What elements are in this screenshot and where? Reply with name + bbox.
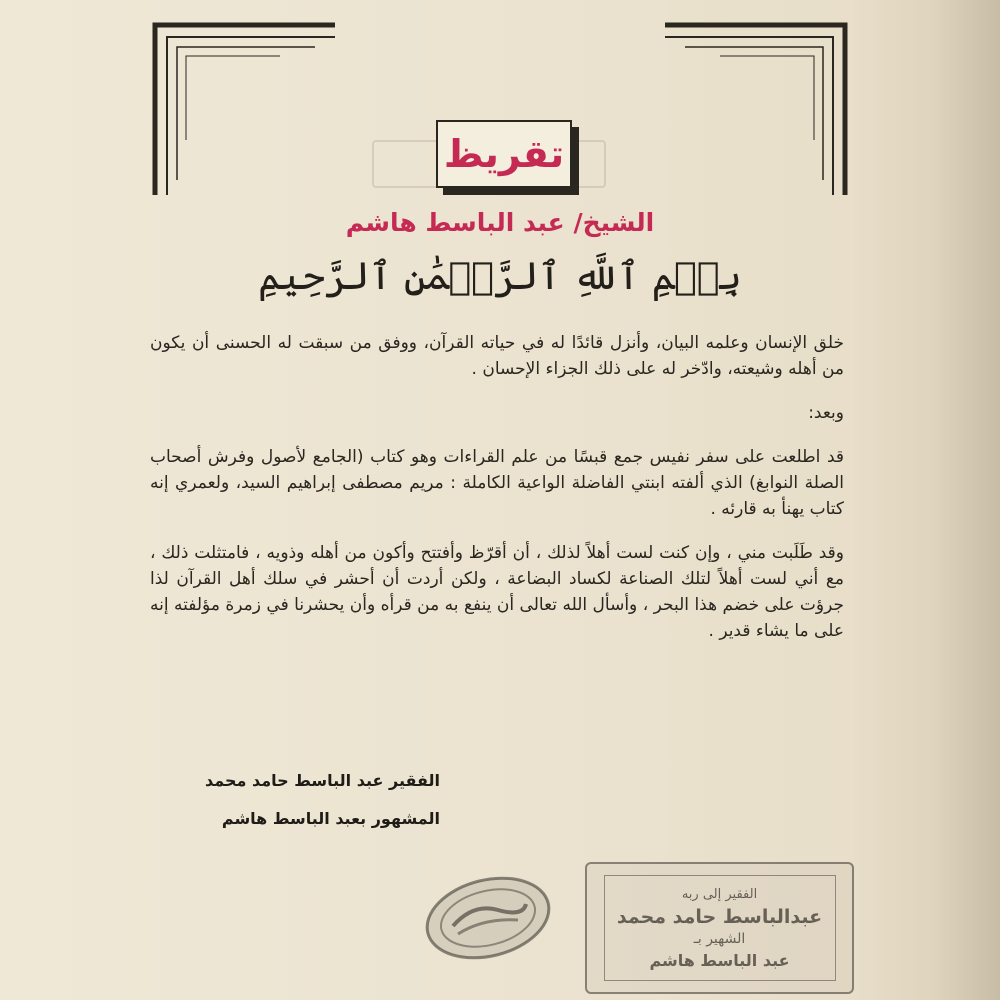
top-right-corner-ornament [660,0,860,200]
stamp-line-3: الشهير بـ [693,931,746,947]
signature-line-2: المشهور بعبد الباسط هاشم [221,809,440,828]
page-title: تقريظ [443,132,565,176]
author-heading: الشيخ/ عبد الباسط هاشم [345,208,655,237]
body-text [150,330,844,644]
basmala: بِسۡمِ ٱللَّهِ ٱلرَّحۡمَٰنِ ٱلرَّحِيمِ [258,254,742,298]
round-seal-stamp [418,868,558,968]
signature-block [200,762,440,838]
stamp-line-1: الفقير إلى ربه [681,887,758,902]
top-left-corner-ornament [140,0,340,200]
rectangular-stamp [585,862,854,994]
paragraph-1: خلق الإنسان وعلمه البيان، وأنزل قائدًا له في حياته القرآن، ووفق من سبقت له الحسنى أن يكون من أهله وشيعته، وادّخر له على ذلك الجزاء الإحسان . [150,333,844,379]
page-spine-shadow [850,0,1000,1000]
paragraph-4: وقد طَلَبت مني ، وإن كنت لست أهلاً لذلك ، أن أقرّظ وأفتتح وأكون من أهله وذويه ، فامتثلت ذلك ، مع أني لست أهلاً لتلك الصناعة لكساد البضاعة ، ولكن أردت أن أحشر في سلك أهل القرآن لذا جرؤت على خضم هذا البحر ، وأسأل الله تعالى أن ينفع به من قرأه وأن يحشرنا في زمرة مؤلفته إنه على ما يشاء قدير . [150,543,844,641]
stamp-line-4: عبد الباسط هاشم [649,951,790,970]
title-box [436,120,572,188]
signature-line-1: الفقير عبد الباسط حامد محمد [205,771,440,790]
paragraph-3: قد اطلعت على سفر نفيس جمع قبسًا من علم القراءات وهو كتاب (الجامع لأصول وفرش أصحاب الصلة النوابغ) الذي ألفته ابنتي الفاضلة الواعية الكاملة : مريم مصطفى إبراهيم السيد، ولعمري إنه كتاب يهنأ به قارئه . [150,447,844,519]
stamp-inner-frame [604,875,836,981]
stamp-line-2: عبدالباسط حامد محمد [616,906,823,928]
paragraph-2: وبعد: [808,403,844,423]
